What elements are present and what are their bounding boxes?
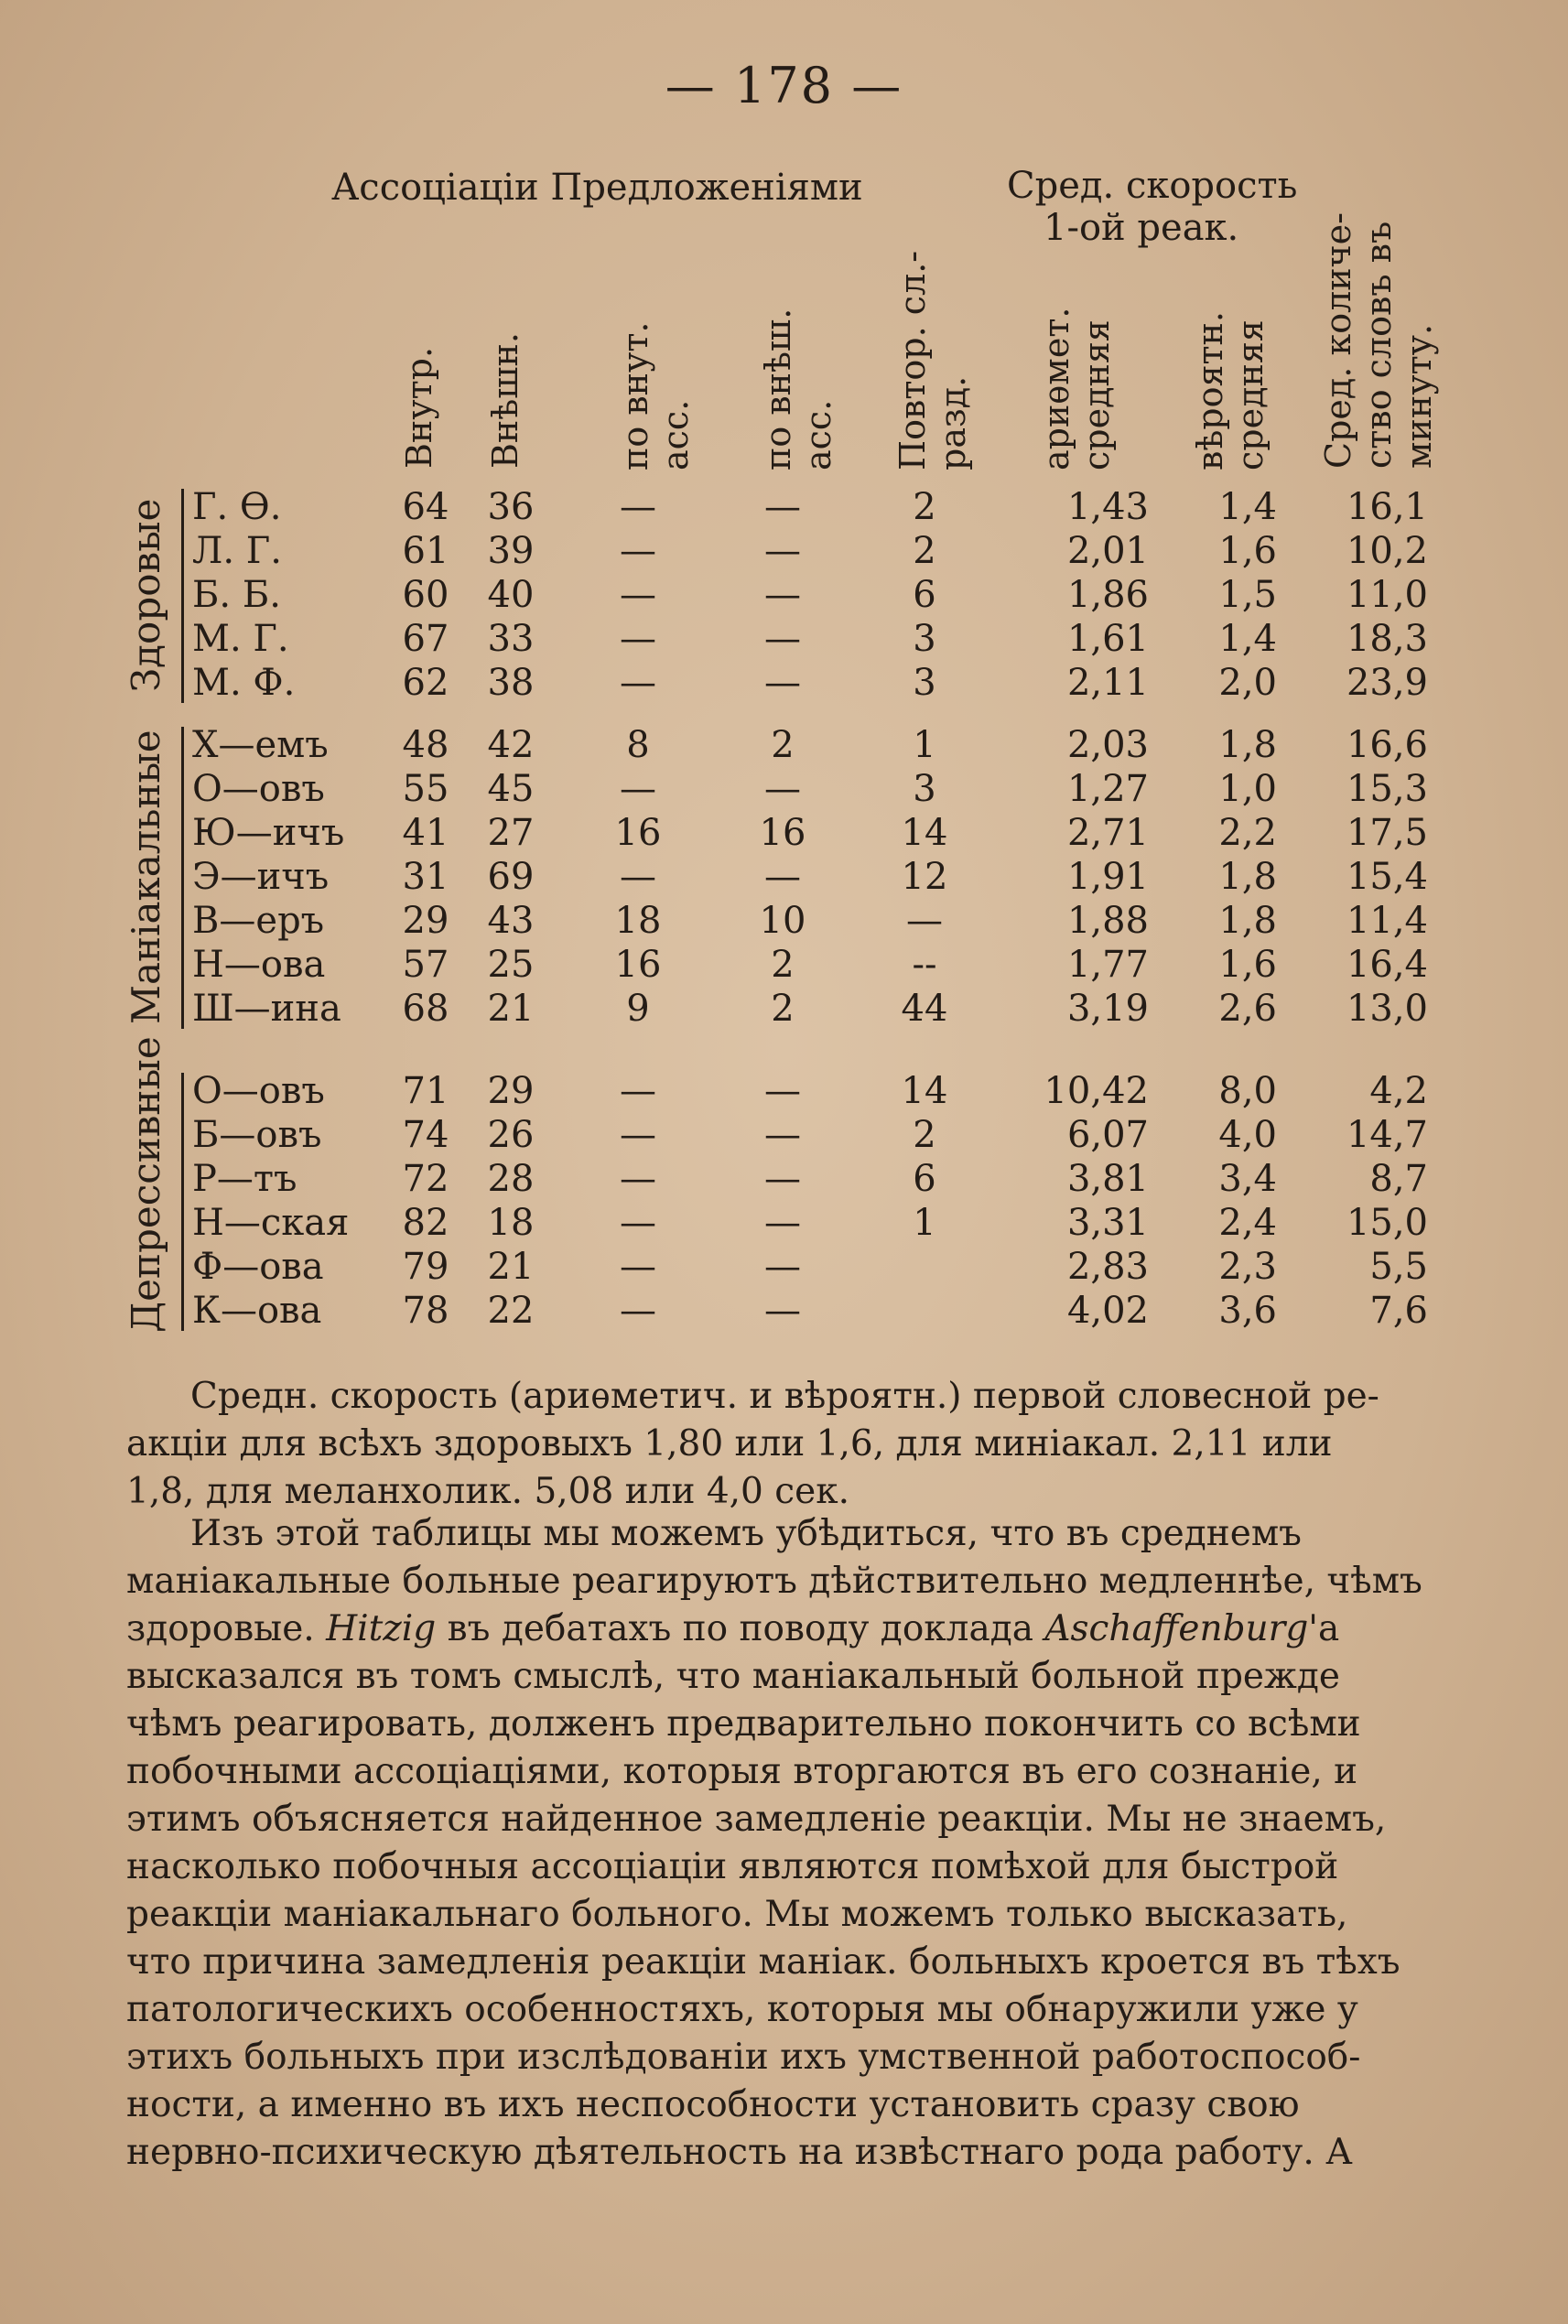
text-line: [126, 1605, 1463, 1653]
cell-rep: —: [906, 900, 943, 942]
table-row: [0, 1245, 1568, 1289]
cell-vn: 31: [402, 856, 449, 898]
cell-ver: 1,4: [1218, 486, 1277, 528]
text-line: этихъ больныхъ при изслѣдованіи ихъ умственной работоспособ-: [126, 2037, 1361, 2078]
header-speed-line2: 1-ой реак.: [1044, 207, 1239, 249]
header-po-vnut: по внут. асс.: [615, 321, 696, 470]
table-row: [0, 723, 1568, 767]
cell-cnt: 7,6: [1369, 1290, 1428, 1332]
cell-ps: —: [764, 1246, 801, 1288]
cell-name: Л. Г.: [192, 530, 283, 572]
cell-cnt: 11,4: [1346, 900, 1428, 942]
cell-vsh: 25: [487, 944, 535, 986]
cell-ps: —: [764, 1290, 801, 1332]
cell-name: О—овъ: [192, 1070, 325, 1112]
cell-vn: 48: [402, 724, 449, 766]
cell-ps: 2: [771, 988, 795, 1030]
cell-ps: —: [764, 662, 801, 704]
cell-pv: 18: [614, 900, 662, 942]
paragraph-summary: [126, 1373, 1463, 1516]
text-line: 1,8, для меланхолик. 5,08 или 4,0 сек.: [126, 1471, 849, 1512]
table-row: [0, 943, 1568, 987]
cell-ar: 1,91: [1066, 856, 1149, 898]
cell-vn: 71: [402, 1070, 449, 1112]
cell-ver: 1,6: [1218, 530, 1277, 572]
text-line: реакціи маніакальнаго больного. Мы можемъ только высказать,: [126, 1894, 1348, 1935]
cell-ar: 1,61: [1066, 618, 1149, 660]
cell-vsh: 38: [487, 662, 535, 704]
cell-ver: 2,0: [1218, 662, 1277, 704]
cell-vn: 55: [402, 768, 449, 810]
cell-name: Ф—ова: [192, 1246, 324, 1288]
cell-vn: 72: [402, 1158, 449, 1200]
cell-ps: —: [764, 618, 801, 660]
cell-pv: —: [620, 1158, 656, 1200]
cell-ar: 1,88: [1066, 900, 1149, 942]
cell-rep: 1: [913, 724, 936, 766]
text-line: ности, а именно въ ихъ неспособности установить сразу свою: [126, 2084, 1300, 2125]
cell-name: Б. Б.: [192, 574, 281, 616]
cell-vn: 29: [402, 900, 449, 942]
cell-vsh: 36: [487, 486, 535, 528]
group-label: Здоровые: [124, 498, 168, 692]
cell-rep: 3: [913, 618, 936, 660]
cell-name: Ш—ина: [192, 988, 341, 1030]
cell-ar: 3,19: [1066, 988, 1149, 1030]
text-line: этимъ объясняется найденное замедленіе реакціи. Мы не знаемъ,: [126, 1799, 1387, 1840]
header-veroyatn: вѣроятн. средняя: [1190, 311, 1271, 470]
cell-pv: —: [620, 486, 656, 528]
text-line: что причина замедленія реакціи маніак. больныхъ кроется въ тѣхъ: [126, 1941, 1400, 1983]
cell-ver: 1,4: [1218, 618, 1277, 660]
cell-vsh: 29: [487, 1070, 535, 1112]
table-row: [0, 1157, 1568, 1201]
cell-ar: 1,86: [1066, 574, 1149, 616]
cell-vn: 74: [402, 1114, 449, 1156]
cell-ps: —: [764, 574, 801, 616]
cell-pv: —: [620, 530, 656, 572]
cell-vsh: 18: [487, 1202, 535, 1244]
cell-name: Г. Ѳ.: [192, 486, 282, 528]
header-vnutr: Внутр.: [399, 346, 439, 469]
cell-vsh: 22: [487, 1290, 535, 1332]
cell-vn: 79: [402, 1246, 449, 1288]
cell-cnt: 18,3: [1346, 618, 1428, 660]
cell-pv: 9: [626, 988, 650, 1030]
cell-name: Х—емъ: [192, 724, 329, 766]
text-line: нервно-психическую дѣятельность на извѣстнаго рода работу. А: [126, 2132, 1353, 2173]
cell-ar: 3,31: [1066, 1202, 1149, 1244]
cell-ps: —: [764, 1070, 801, 1112]
cell-ar: 2,71: [1066, 812, 1149, 854]
cell-pv: —: [620, 618, 656, 660]
cell-rep: --: [912, 944, 937, 986]
text-line: маніакальные больные реагируютъ дѣйствительно медленнѣе, чѣмъ: [126, 1561, 1422, 1602]
header-po-vnesh: по внѣш. асс.: [758, 308, 838, 470]
cell-ver: 2,6: [1218, 988, 1277, 1030]
text-line: высказался въ томъ смыслѣ, что маніакальный больной прежде: [126, 1656, 1340, 1697]
cell-rep: 3: [913, 662, 936, 704]
cell-ver: 8,0: [1218, 1070, 1277, 1112]
table-row: [0, 987, 1568, 1031]
cell-ar: 1,27: [1066, 768, 1149, 810]
cell-cnt: 15,4: [1346, 856, 1428, 898]
cell-rep: 14: [901, 1070, 948, 1112]
cell-ver: 2,4: [1218, 1202, 1277, 1244]
table-row: [0, 529, 1568, 573]
cell-ar: 2,01: [1066, 530, 1149, 572]
text-line: насколько побочныя ассоціаціи являются помѣхой для быстрой: [126, 1846, 1339, 1887]
cell-cnt: 4,2: [1369, 1070, 1428, 1112]
cell-cnt: 11,0: [1346, 574, 1428, 616]
cell-ps: 2: [771, 944, 795, 986]
cell-vsh: 33: [487, 618, 535, 660]
author-hitzig: Hitzig: [326, 1608, 437, 1649]
table-row: [0, 1069, 1568, 1113]
cell-name: Э—ичъ: [192, 856, 330, 898]
header-associations: Ассоціаціи Предложеніями: [331, 167, 863, 209]
cell-vn: 67: [402, 618, 449, 660]
cell-ver: 3,6: [1218, 1290, 1277, 1332]
table-row: [0, 767, 1568, 811]
text-fragment: 'а: [1308, 1608, 1340, 1649]
cell-ar: 1,77: [1066, 944, 1149, 986]
cell-ps: —: [764, 856, 801, 898]
cell-cnt: 14,7: [1346, 1114, 1428, 1156]
cell-ar: 10,42: [1044, 1070, 1149, 1112]
cell-ps: —: [764, 530, 801, 572]
cell-ar: 6,07: [1066, 1114, 1149, 1156]
cell-vsh: 28: [487, 1158, 535, 1200]
text-fragment: здоровые.: [126, 1608, 327, 1649]
cell-ps: —: [764, 1114, 801, 1156]
table-row: [0, 573, 1568, 617]
cell-rep: 44: [901, 988, 948, 1030]
page-number: — 178 —: [665, 57, 903, 114]
cell-name: Б—овъ: [192, 1114, 322, 1156]
group-label: Маніакальные: [124, 730, 168, 1024]
table-row: [0, 485, 1568, 529]
cell-vsh: 69: [487, 856, 535, 898]
cell-vn: 78: [402, 1290, 449, 1332]
cell-rep: 2: [913, 486, 936, 528]
cell-name: М. Ф.: [192, 662, 296, 704]
paragraph-discussion: [126, 1510, 1463, 2177]
cell-cnt: 17,5: [1346, 812, 1428, 854]
cell-ar: 2,11: [1066, 662, 1149, 704]
cell-name: К—ова: [192, 1290, 322, 1332]
cell-name: О—овъ: [192, 768, 325, 810]
cell-pv: 8: [626, 724, 650, 766]
group-label: Депрессивные: [124, 1036, 168, 1333]
cell-ps: 10: [759, 900, 806, 942]
text-line: Средн. скорость (ариѳметич. и вѣроятн.) первой словесной ре-: [190, 1376, 1379, 1417]
text-line: патологическихъ особенностяхъ, которыя мы обнаружили уже у: [126, 1989, 1358, 2030]
cell-vn: 57: [402, 944, 449, 986]
cell-ver: 1,8: [1218, 856, 1277, 898]
cell-vsh: 21: [487, 988, 535, 1030]
cell-vsh: 21: [487, 1246, 535, 1288]
table-row: [0, 899, 1568, 943]
cell-pv: 16: [614, 944, 662, 986]
cell-pv: —: [620, 1114, 656, 1156]
cell-ver: 1,0: [1218, 768, 1277, 810]
cell-rep: 6: [913, 1158, 936, 1200]
cell-ps: —: [764, 768, 801, 810]
cell-vn: 61: [402, 530, 449, 572]
cell-name: М. Г.: [192, 618, 289, 660]
cell-pv: —: [620, 1290, 656, 1332]
cell-ar: 1,43: [1066, 486, 1149, 528]
cell-vsh: 40: [487, 574, 535, 616]
cell-cnt: 15,3: [1346, 768, 1428, 810]
table-row: [0, 1201, 1568, 1245]
cell-vsh: 43: [487, 900, 535, 942]
cell-ver: 1,5: [1218, 574, 1277, 616]
cell-pv: —: [620, 856, 656, 898]
cell-vsh: 27: [487, 812, 535, 854]
text-line: побочными ассоціаціями, которыя вторгаются въ его сознаніе, и: [126, 1751, 1358, 1792]
cell-cnt: 16,1: [1346, 486, 1428, 528]
header-count: Сред. количе-ство словъ въ минуту.: [1318, 212, 1439, 469]
cell-ps: 16: [759, 812, 806, 854]
cell-rep: 14: [901, 812, 948, 854]
cell-ver: 1,8: [1218, 724, 1277, 766]
cell-pv: —: [620, 574, 656, 616]
text-line: Изъ этой таблицы мы можемъ убѣдиться, что въ среднемъ: [190, 1513, 1302, 1554]
cell-vn: 60: [402, 574, 449, 616]
cell-cnt: 16,6: [1346, 724, 1428, 766]
cell-rep: 3: [913, 768, 936, 810]
cell-rep: 6: [913, 574, 936, 616]
header-povtor: Повтор. сл.-разд.: [892, 250, 973, 470]
cell-name: Н—ская: [192, 1202, 350, 1244]
cell-rep: 2: [913, 1114, 936, 1156]
cell-name: Н—ова: [192, 944, 326, 986]
cell-vn: 64: [402, 486, 449, 528]
cell-ar: 3,81: [1066, 1158, 1149, 1200]
table-row: [0, 811, 1568, 855]
cell-ps: 2: [771, 724, 795, 766]
cell-vn: 82: [402, 1202, 449, 1244]
cell-pv: —: [620, 768, 656, 810]
cell-vn: 41: [402, 812, 449, 854]
cell-vn: 68: [402, 988, 449, 1030]
cell-pv: —: [620, 1246, 656, 1288]
cell-cnt: 5,5: [1369, 1246, 1428, 1288]
cell-ps: —: [764, 486, 801, 528]
table-row: [0, 617, 1568, 661]
cell-ver: 4,0: [1218, 1114, 1277, 1156]
cell-ver: 2,2: [1218, 812, 1277, 854]
cell-ar: 2,83: [1066, 1246, 1149, 1288]
text-line: чѣмъ реагировать, долженъ предварительно покончить со всѣми: [126, 1703, 1361, 1745]
header-arifm: ариѳмет. средняя: [1036, 307, 1117, 470]
cell-vsh: 45: [487, 768, 535, 810]
cell-ver: 1,8: [1218, 900, 1277, 942]
cell-cnt: 15,0: [1346, 1202, 1428, 1244]
table-row: [0, 661, 1568, 705]
cell-ver: 3,4: [1218, 1158, 1277, 1200]
cell-pv: —: [620, 1070, 656, 1112]
cell-rep: 1: [913, 1202, 936, 1244]
table-row: [0, 1289, 1568, 1333]
cell-cnt: 13,0: [1346, 988, 1428, 1030]
cell-vsh: 26: [487, 1114, 535, 1156]
cell-vn: 62: [402, 662, 449, 704]
cell-vsh: 42: [487, 724, 535, 766]
cell-ps: —: [764, 1202, 801, 1244]
cell-cnt: 23,9: [1346, 662, 1428, 704]
header-speed-line1: Сред. скорость: [1007, 165, 1298, 207]
cell-cnt: 8,7: [1369, 1158, 1428, 1200]
cell-name: В—еръ: [192, 900, 325, 942]
cell-cnt: 10,2: [1346, 530, 1428, 572]
cell-pv: 16: [614, 812, 662, 854]
cell-rep: 12: [901, 856, 948, 898]
cell-ver: 1,6: [1218, 944, 1277, 986]
table-row: [0, 855, 1568, 899]
cell-name: Р—тъ: [192, 1158, 297, 1200]
author-aschaffenburg: Aschaffenburg: [1044, 1608, 1309, 1649]
cell-name: Ю—ичъ: [192, 812, 345, 854]
cell-pv: —: [620, 1202, 656, 1244]
cell-ar: 2,03: [1066, 724, 1149, 766]
table-row: [0, 1113, 1568, 1157]
text-fragment: въ дебатахъ по поводу доклада: [436, 1608, 1045, 1649]
cell-ps: —: [764, 1158, 801, 1200]
cell-vsh: 39: [487, 530, 535, 572]
cell-ar: 4,02: [1066, 1290, 1149, 1332]
cell-cnt: 16,4: [1346, 944, 1428, 986]
cell-rep: 2: [913, 530, 936, 572]
cell-pv: —: [620, 662, 656, 704]
header-vnesh: Внѣшн.: [485, 332, 525, 469]
cell-ver: 2,3: [1218, 1246, 1277, 1288]
text-line: акціи для всѣхъ здоровыхъ 1,80 или 1,6, для миніакал. 2,11 или: [126, 1423, 1333, 1465]
